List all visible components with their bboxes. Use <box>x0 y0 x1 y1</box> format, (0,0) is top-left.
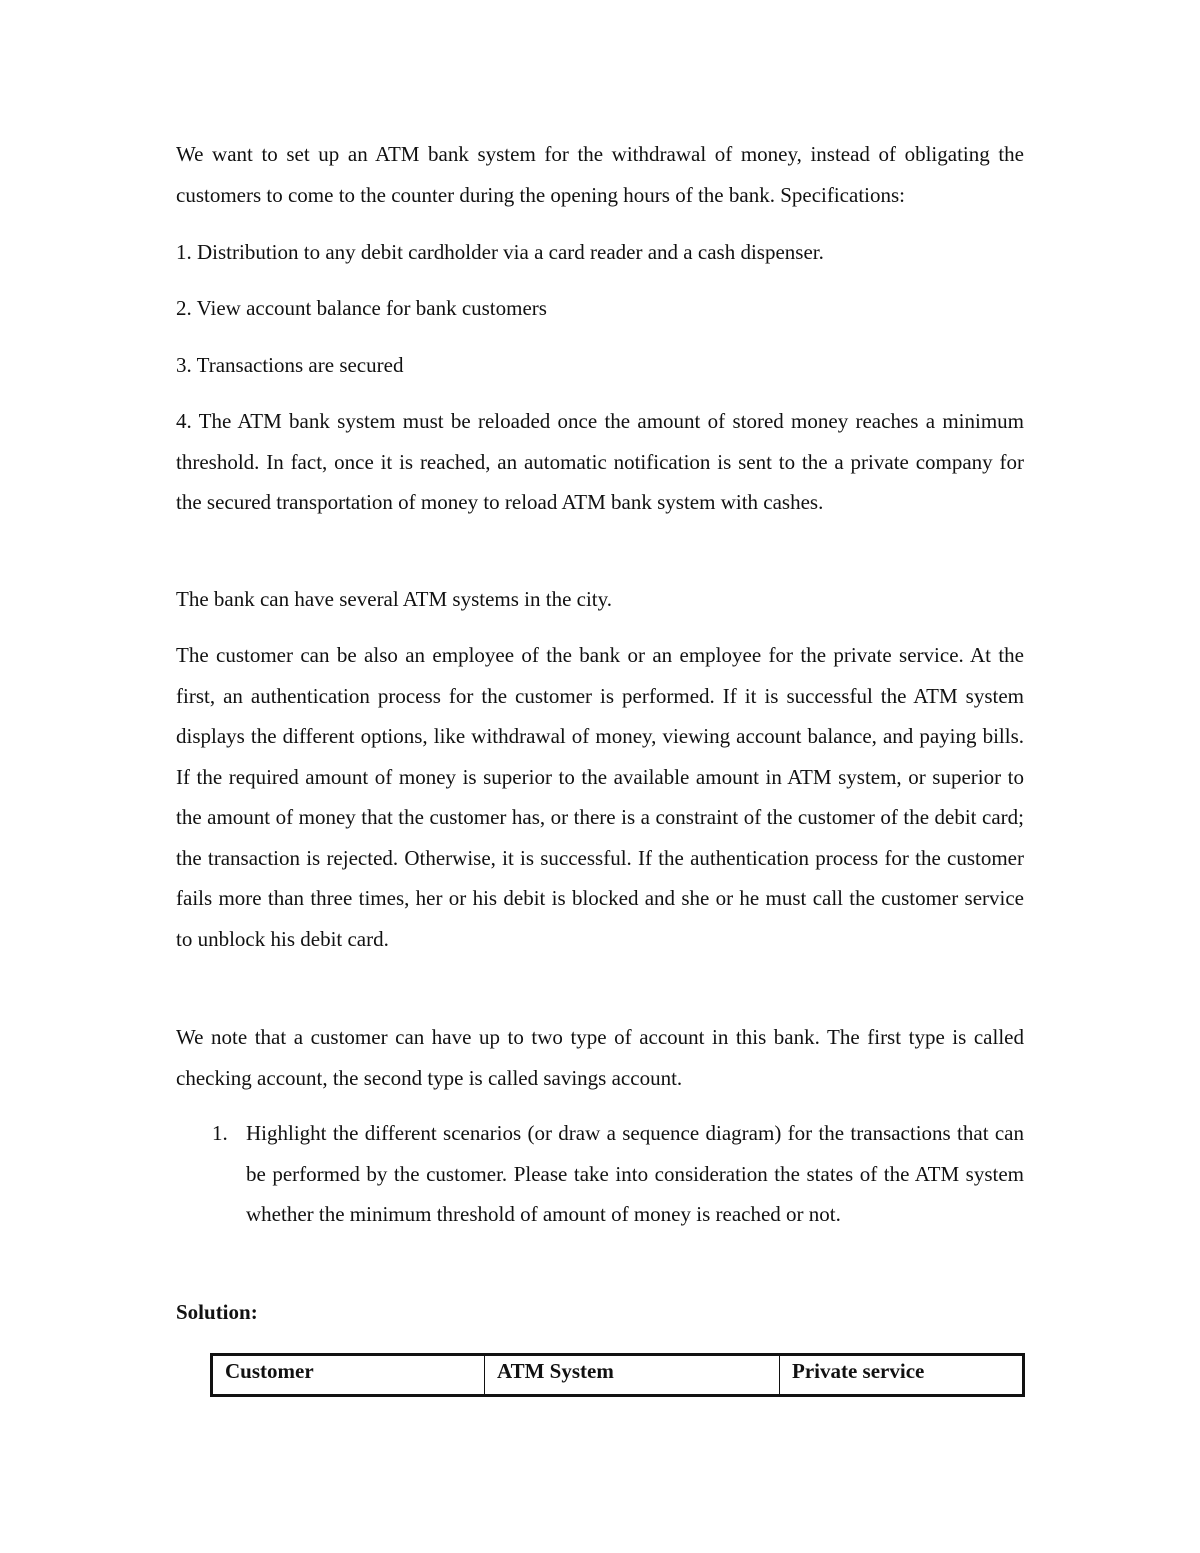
question-number: 1. <box>212 1121 228 1145</box>
header-customer: Customer <box>212 1355 485 1396</box>
question-item <box>176 1113 1024 1235</box>
question-text: Highlight the different scenarios (or draw a sequence diagram) for the transactions that can be performed by the customer. Please take into consideration the states of the ATM system whether the minimum threshold of amount of money is reached or not. <box>246 1121 1024 1226</box>
specification-item-1: 1. Distribution to any debit cardholder via a card reader and a cash dispenser. <box>176 240 824 264</box>
specification-item-3: 3. Transactions are secured <box>176 353 404 377</box>
specification-item-4: 4. The ATM bank system must be reloaded once the amount of stored money reaches a minimum threshold. In fact, once it is reached, an automatic notification is sent to the a private company for the secured transportation of money to reload ATM bank system with cashes. <box>176 409 1024 514</box>
accounts-paragraph: We note that a customer can have up to two type of account in this bank. The first type is called checking account, the second type is called savings account. <box>176 1025 1024 1090</box>
several-atm-paragraph: The bank can have several ATM systems in the city. <box>176 587 613 611</box>
question-list <box>176 1113 1024 1235</box>
header-private-service: Private service <box>780 1355 1024 1396</box>
solution-table-header-row <box>212 1355 1024 1396</box>
solution-table <box>210 1353 1025 1397</box>
solution-label: Solution: <box>176 1300 258 1324</box>
specification-item-2: 2. View account balance for bank customers <box>176 296 547 320</box>
intro-paragraph: We want to set up an ATM bank system for the withdrawal of money, instead of obligating the customers to come to the counter during the opening hours of the bank. Specifications: <box>176 142 1024 207</box>
customer-paragraph: The customer can be also an employee of the bank or an employee for the private service. At the first, an authentication process for the customer is performed. If it is successful the ATM system displays the different options, like withdrawal of money, viewing account balance, and paying bills. If the required amount of money is superior to the available amount in ATM system, or superior to the amount of money that the customer has, or there is a constraint of the customer of the debit card; the transaction is rejected. Otherwise, it is successful. If the authentication process for the customer fails more than three times, her or his debit is blocked and she or he must call the customer service to unblock his debit card. <box>176 643 1024 951</box>
header-atm-system: ATM System <box>485 1355 780 1396</box>
